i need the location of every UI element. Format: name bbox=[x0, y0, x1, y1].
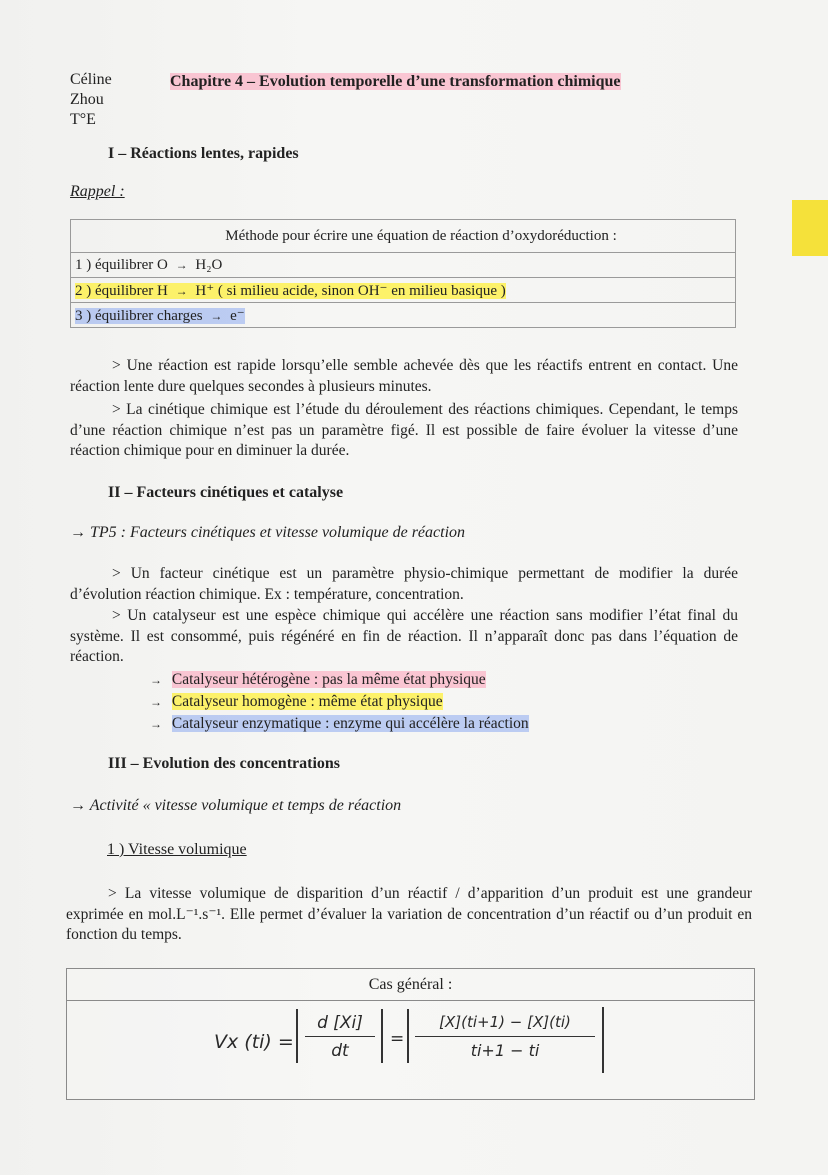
tp-reference: → TP5 : Facteurs cinétiques et vitesse volumique de réaction bbox=[70, 524, 466, 541]
fraction-2-numerator: [X](ti+1) − [X](ti) bbox=[439, 1013, 571, 1031]
method-step-1 bbox=[71, 253, 736, 278]
formula-equals: = bbox=[390, 1029, 405, 1049]
fraction-1-numerator: d [Xi] bbox=[317, 1013, 363, 1033]
step-2-result: H⁺ ( si milieu acide, sinon OH⁻ en milieu basique ) bbox=[195, 282, 506, 299]
paragraph-kinetic-factor: > Un facteur cinétique est un paramètre physio-chimique permettant de modifier la durée d’évolution réaction chimique. Ex : température, concentration. bbox=[70, 565, 738, 603]
section-1-title: I – Réactions lentes, rapides bbox=[108, 145, 299, 162]
abs-bar-right bbox=[381, 1009, 383, 1063]
catalyst-homogeneous: Catalyseur homogène : même état physique bbox=[171, 693, 443, 710]
step-1-result: H₂O bbox=[195, 256, 223, 273]
formula-lhs: Vx (ti) = bbox=[214, 1031, 294, 1053]
speed-formula bbox=[67, 1001, 754, 1099]
list-item bbox=[150, 691, 529, 713]
general-case-header: Cas général : bbox=[67, 969, 754, 1001]
sticky-note-tab bbox=[792, 200, 828, 256]
chapter-title-text: Chapitre 4 – Evolution temporelle d’une transformation chimique bbox=[170, 73, 621, 90]
arrow-icon: → bbox=[150, 673, 162, 687]
paragraph-catalyst: > Un catalyseur est une espèce chimique qui accélère une réaction sans modifier l’état final du système. Il est consommé, puis régénéré en fin de réaction. Il n’apparaît donc pas dans l’équation de réaction. bbox=[70, 607, 738, 665]
fraction-2-denominator: ti+1 − ti bbox=[470, 1041, 540, 1060]
subsection-title: 1 ) Vitesse volumique bbox=[107, 841, 247, 858]
method-step-row bbox=[71, 253, 736, 278]
step-3-highlight bbox=[75, 308, 245, 324]
method-header: Méthode pour écrire une équation de réaction d’oxydoréduction : bbox=[71, 220, 736, 253]
arrow-icon: → bbox=[150, 695, 162, 709]
arrow-icon: → bbox=[210, 308, 223, 323]
fraction-1-denominator: dt bbox=[331, 1041, 349, 1061]
author-block bbox=[70, 70, 112, 130]
method-step-row bbox=[71, 303, 736, 328]
section-3-title: III – Evolution des concentrations bbox=[108, 755, 341, 772]
catalyst-list bbox=[150, 669, 529, 735]
abs-bar-right-2 bbox=[602, 1007, 604, 1073]
step-2-text: 2 ) équilibrer H bbox=[75, 282, 168, 299]
arrow-icon: → bbox=[175, 283, 188, 298]
arrow-icon: → bbox=[175, 257, 188, 272]
step-1-text: 1 ) équilibrer O bbox=[75, 256, 168, 273]
general-case-box bbox=[66, 968, 755, 1100]
chapter-title bbox=[170, 73, 621, 91]
activity-reference: → Activité « vitesse volumique et temps de réaction bbox=[70, 797, 402, 814]
author-first-name: Céline bbox=[70, 71, 112, 88]
rappel-label: Rappel : bbox=[70, 183, 125, 200]
step-3-result: e⁻ bbox=[230, 307, 245, 324]
step-2-highlight bbox=[75, 283, 506, 299]
method-step-3 bbox=[71, 303, 736, 328]
catalyst-heterogeneous: Catalyseur hétérogène : pas la même état physique bbox=[171, 671, 486, 688]
paragraph-kinetics: > La cinétique chimique est l’étude du déroulement des réactions chimiques. Cependant, le temps d’une réaction chimique n’est pas un paramètre figé. Il est possible de faire évoluer la vitesse d’une réaction chimique pour en diminuer la durée. bbox=[70, 401, 738, 459]
fraction-1-line bbox=[305, 1036, 375, 1037]
catalyst-enzymatic: Catalyseur enzymatique : enzyme qui accélère la réaction bbox=[171, 715, 529, 732]
step-3-text: 3 ) équilibrer charges bbox=[75, 307, 203, 324]
method-step-2 bbox=[71, 278, 736, 303]
list-item bbox=[150, 713, 529, 735]
abs-bar-left bbox=[296, 1009, 298, 1063]
paragraph-volumic-speed: > La vitesse volumique de disparition d’un réactif / d’apparition d’un produit est une grandeur exprimée en mol.L⁻¹.s⁻¹. Elle permet d’évaluer la variation de concentration d’un réactif ou d’un produit en fonction du temps. bbox=[66, 885, 752, 943]
arrow-icon: → bbox=[150, 717, 162, 731]
author-last-name: Zhou bbox=[70, 91, 104, 108]
list-item bbox=[150, 669, 529, 691]
method-table bbox=[70, 219, 736, 328]
method-header-row bbox=[71, 220, 736, 253]
abs-bar-left-2 bbox=[407, 1009, 409, 1063]
fraction-2-line bbox=[415, 1036, 595, 1037]
method-step-row bbox=[71, 278, 736, 303]
paragraph-reaction-speed: > Une réaction est rapide lorsqu’elle semble achevée dès que les réactifs entrent en contact. Une réaction lente dure quelques secondes à plusieurs minutes. bbox=[70, 357, 738, 395]
section-2-title: II – Facteurs cinétiques et catalyse bbox=[108, 484, 344, 501]
class-label: T°E bbox=[70, 111, 96, 128]
